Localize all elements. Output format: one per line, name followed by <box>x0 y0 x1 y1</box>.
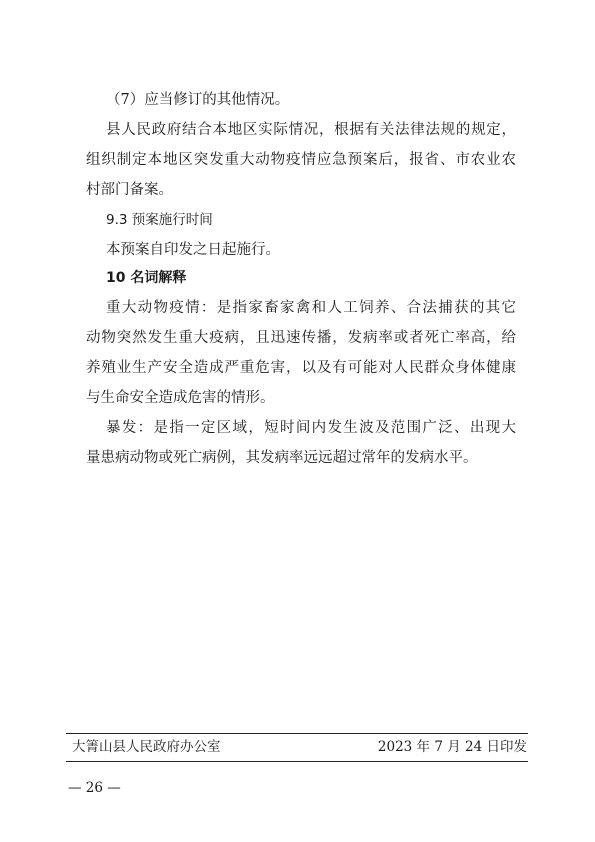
list-item-7: （7）应当修订的其他情况。 <box>106 92 290 108</box>
paragraph-line: 动物突然发生重大疫病，且迅速传播，发病率或者死亡率高，给 <box>86 330 516 346</box>
paragraph-line: 组织制定本地区突发重大动物疫情应急预案后，报省、市农业农 <box>86 152 516 168</box>
footer-issuer: 大箐山县人民政府办公室 <box>72 739 221 755</box>
paragraph-line: 量患病动物或死亡病例，其发病率远远超过常年的发病水平。 <box>86 450 478 466</box>
section-heading: 9.3 预案施行时间 <box>106 212 213 228</box>
footer-divider-bottom <box>66 761 528 762</box>
paragraph-line: 与生命安全造成危害的情形。 <box>86 390 275 406</box>
paragraph-line: 暴发：是指一定区域，短时间内发生波及范围广泛、出现大 <box>106 420 516 436</box>
paragraph-line: 重大动物疫情：是指家畜家禽和人工饲养、合法捕获的其它 <box>106 300 516 316</box>
paragraph-line: 县人民政府结合本地区实际情况，根据有关法律法规的规定， <box>106 122 516 138</box>
footer-divider-top <box>66 733 528 734</box>
paragraph-line: 养殖业生产安全造成严重危害，以及有可能对人民群众身体健康 <box>86 360 516 376</box>
page-number: — 26 — <box>68 780 121 796</box>
section-heading: 10 名词解释 <box>106 270 187 286</box>
footer-date: 2023 年 7 月 24 日印发 <box>377 739 527 755</box>
paragraph-line: 本预案自印发之日起施行。 <box>106 242 280 258</box>
paragraph-line: 村部门备案。 <box>86 182 173 198</box>
